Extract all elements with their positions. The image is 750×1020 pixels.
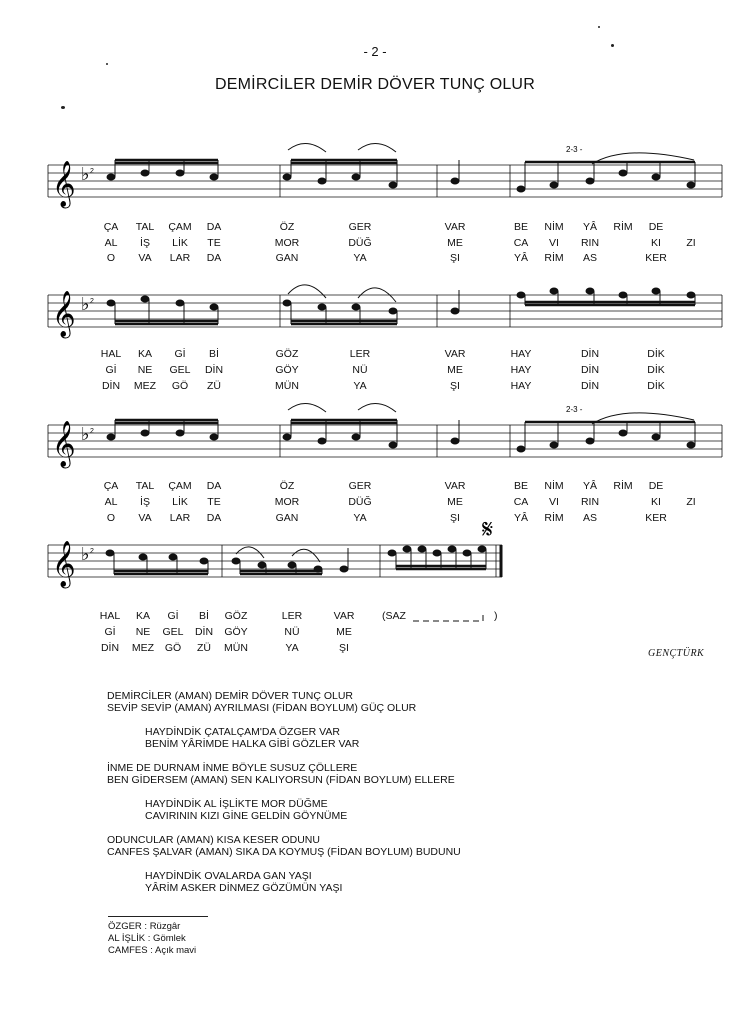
segno-sign: 𝄋 [482, 515, 494, 545]
lyric: KI [651, 496, 661, 508]
lyric: İŞ [140, 237, 150, 249]
glossary-item: CAMFES : Açık mavi [108, 945, 197, 956]
svg-text:♭: ♭ [81, 294, 90, 315]
lyric: GEL [169, 364, 191, 376]
lyric: DÜĞ [348, 237, 372, 249]
lyric: DİN [204, 364, 224, 376]
svg-text:♭: ♭ [81, 424, 90, 445]
saz-close: ) [494, 610, 498, 622]
lyric: CA [513, 496, 529, 508]
lyric: O [106, 512, 116, 524]
lyric: DA [206, 252, 222, 264]
lyric: TE [207, 237, 221, 249]
lyric: ME [447, 496, 463, 508]
lyric: TAL [135, 480, 155, 492]
lyric: TE [207, 496, 221, 508]
verse-line: DEMİRCİLER (AMAN) DEMİR DÖVER TUNÇ OLUR [107, 690, 353, 702]
lyric: DİN [580, 348, 600, 360]
glossary [108, 921, 196, 957]
lyric: VI [549, 237, 559, 249]
lyric: BE [513, 480, 529, 492]
lyric: VA [138, 512, 152, 524]
lyric: ÇA [103, 221, 119, 233]
lyric: LAR [169, 252, 191, 264]
svg-text:2-3 -: 2-3 - [566, 405, 583, 414]
lyric: KER [645, 512, 667, 524]
lyric: KI [651, 237, 661, 249]
lyric: RIN [580, 237, 600, 249]
lyric: ZI [686, 237, 696, 249]
lyric: GAN [275, 252, 299, 264]
lyric: DİN [101, 380, 121, 392]
song-title: DEMİRCİLER DEMİR DÖVER TUNÇ OLUR [215, 76, 535, 93]
lyric: TAL [135, 221, 155, 233]
lyric: ZÜ [207, 380, 221, 392]
lyric: MOR [274, 496, 300, 508]
lyric: DÜĞ [348, 496, 372, 508]
verse-line: ODUNCULAR (AMAN) KISA KESER ODUNU [107, 834, 320, 846]
lyric: GÖY [275, 364, 299, 376]
lyric: HAY [510, 380, 532, 392]
lyric: GAN [275, 512, 299, 524]
verses [107, 690, 461, 894]
svg-text:2: 2 [90, 428, 94, 435]
lyric: NÜ [284, 626, 300, 638]
lyric: MOR [274, 237, 300, 249]
lyric: HAL [99, 610, 121, 622]
svg-text:2: 2 [90, 298, 94, 305]
lyric: LİK [172, 237, 188, 249]
lyric: NİM [544, 480, 564, 492]
lyric: YA [353, 380, 367, 392]
lyric: Gİ [174, 348, 186, 360]
lyric: Bİ [199, 610, 209, 622]
lyric: RİM [544, 512, 564, 524]
lyric: ÖZ [279, 221, 295, 233]
lyric: NİM [544, 221, 564, 233]
lyric: DİN [580, 380, 600, 392]
lyric: KA [135, 610, 151, 622]
lyric: DİK [647, 364, 665, 376]
staff-system-2 [0, 280, 750, 350]
lyric: YÂ [513, 252, 529, 264]
verse-line: HAYDİNDİK OVALARDA GAN YAŞI [145, 870, 312, 882]
lyric: VAR [444, 480, 466, 492]
lyric: LER [349, 348, 371, 360]
lyric: YÂ [582, 480, 598, 492]
lyric: VAR [444, 348, 466, 360]
lyric: Gİ [105, 364, 117, 376]
lyric: DİK [647, 348, 665, 360]
verse-line: CANFES ŞALVAR (AMAN) SIKA DA KOYMUŞ (FİDAN BOYLUM) BUDUNU [107, 846, 461, 858]
lyric: HAY [510, 364, 532, 376]
svg-text:2: 2 [90, 168, 94, 175]
lyric: ŞI [450, 380, 460, 392]
lyric: VA [138, 252, 152, 264]
lyric: DE [648, 221, 664, 233]
lyric: ME [336, 626, 352, 638]
lyric: YA [353, 252, 367, 264]
lyric: MÜN [224, 642, 248, 654]
svg-text:𝄞: 𝄞 [52, 421, 76, 467]
lyric: NE [137, 364, 153, 376]
lyric: Gİ [104, 626, 116, 638]
glossary-item: AL İŞLİK : Gömlek [108, 933, 186, 944]
lyric: YA [353, 512, 367, 524]
scan-speck [598, 26, 600, 28]
saz-dashes [413, 614, 493, 626]
lyric: NÜ [352, 364, 368, 376]
verse-line: BENİM YÂRİMDE HALKA GİBİ GÖZLER VAR [145, 738, 360, 750]
lyric: MÜN [275, 380, 299, 392]
lyric: HAL [100, 348, 122, 360]
svg-text:2: 2 [90, 548, 94, 555]
lyric: DA [206, 221, 222, 233]
lyric: MEZ [131, 642, 155, 654]
verse-line: SEVİP SEVİP (AMAN) AYRILMASI (FİDAN BOYLUM) GÜÇ OLUR [107, 702, 417, 714]
lyric: BE [513, 221, 529, 233]
scan-speck [106, 63, 108, 65]
verse-line: BEN GİDERSEM (AMAN) SEN KALIYORSUN (FİDAN BOYLUM) ELLERE [107, 774, 455, 786]
lyric: HAY [510, 348, 532, 360]
lyric: LİK [172, 496, 188, 508]
lyric: GÖZ [224, 610, 248, 622]
lyric: GÖZ [275, 348, 299, 360]
scan-speck [61, 106, 65, 109]
lyric: YÂ [582, 221, 598, 233]
treble-clef: 𝄞 [52, 161, 76, 207]
lyric: AS [582, 252, 598, 264]
lyric: ÇAM [168, 221, 192, 233]
lyric: DA [206, 480, 222, 492]
lyric: YÂ [513, 512, 529, 524]
lyric: LAR [169, 512, 191, 524]
saz-label: (SAZ [382, 610, 406, 622]
glossary-item: ÖZGER : Rüzgâr [108, 921, 181, 932]
lyric: GÖY [224, 626, 248, 638]
lyric: ME [447, 364, 463, 376]
lyric: ŞI [450, 252, 460, 264]
verse-line: İNME DE DURNAM İNME BÖYLE SUSUZ ÇÖLLERE [107, 762, 358, 774]
lyric: KER [645, 252, 667, 264]
lyric: ZÜ [197, 642, 211, 654]
lyric: ME [447, 237, 463, 249]
lyric: GÖ [164, 642, 182, 654]
lyric: Gİ [167, 610, 179, 622]
lyric: GÖ [171, 380, 189, 392]
lyric: DİN [100, 642, 120, 654]
lyric: DİK [647, 380, 665, 392]
lyric: AL [104, 496, 118, 508]
lyric: VAR [444, 221, 466, 233]
lyric: GEL [162, 626, 184, 638]
lyric: ÖZ [279, 480, 295, 492]
lyric: KA [137, 348, 153, 360]
svg-text:𝄞: 𝄞 [52, 541, 76, 587]
lyric: ÇAM [168, 480, 192, 492]
lyric: O [106, 252, 116, 264]
staff-system-3 [0, 405, 750, 480]
verse-line: YÂRİM ASKER DİNMEZ GÖZÜMÜN YAŞI [145, 882, 343, 894]
lyric: CA [513, 237, 529, 249]
lyric: RİM [613, 221, 633, 233]
lyric: ŞI [339, 642, 349, 654]
lyric: DİN [580, 364, 600, 376]
lyric: LER [281, 610, 303, 622]
scan-speck [611, 44, 614, 47]
lyric: DA [206, 512, 222, 524]
lyric: ÇA [103, 480, 119, 492]
lyric: AL [104, 237, 118, 249]
verse-line: CAVIRININ KIZI GİNE GELDİN GÖYNÜME [145, 810, 348, 822]
verse-line: HAYDİNDİK ÇATALÇAM'DA ÖZGER VAR [145, 726, 340, 738]
page-number: - 2 - [363, 44, 387, 59]
lyric: İŞ [140, 496, 150, 508]
lyric: RİM [544, 252, 564, 264]
svg-text:♭: ♭ [81, 544, 90, 565]
lyric: Bİ [209, 348, 219, 360]
lyric: NE [135, 626, 151, 638]
lyric: VI [549, 496, 559, 508]
tuplet-label: 2-3 - [566, 145, 583, 154]
lyric: AS [582, 512, 598, 524]
staff-system-1 [0, 145, 750, 220]
lyric: DİN [194, 626, 214, 638]
lyric: RIN [580, 496, 600, 508]
lyric: ŞI [450, 512, 460, 524]
lyric: MEZ [133, 380, 157, 392]
verse-line: HAYDİNDİK AL İŞLİKTE MOR DÜĞME [145, 798, 328, 810]
lyric: DE [648, 480, 664, 492]
lyric: ZI [686, 496, 696, 508]
lyric: GER [348, 480, 372, 492]
lyric: VAR [333, 610, 355, 622]
svg-text:𝄞: 𝄞 [52, 291, 76, 337]
lyric: GER [348, 221, 372, 233]
lyric: YA [285, 642, 299, 654]
lyric: RİM [613, 480, 633, 492]
footnote-rule [108, 916, 208, 917]
key-flat: ♭ [81, 164, 90, 185]
signature: GENÇTÜRK [648, 648, 705, 659]
